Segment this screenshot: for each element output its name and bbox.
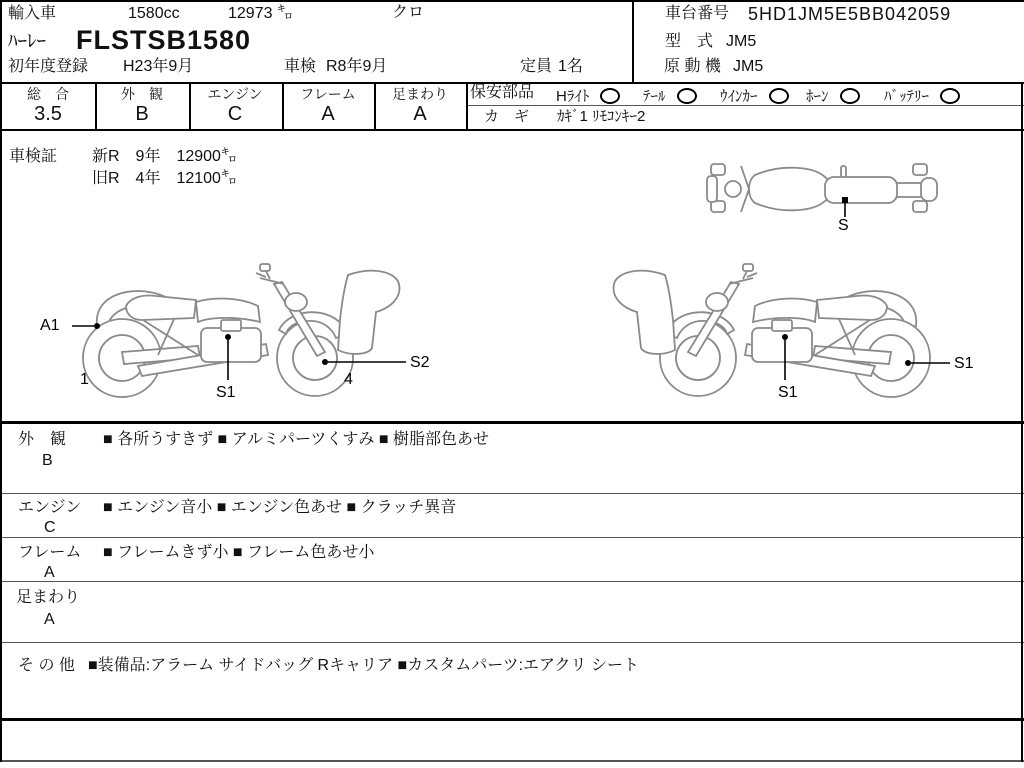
model-name: FLSTSB1580 [76,25,252,55]
condition-notes: ■装備品:アラーム サイドバッグ Rキャリア ■カスタムパーツ:エアクリ シート [88,657,639,674]
condition-grade: B [42,452,53,469]
first-registration-label: 初年度登録 [8,58,89,75]
pointer-dot [842,197,848,203]
motor-label: 原 動 機 [664,58,721,75]
top-border [0,0,1024,2]
displacement-value: 1580cc [128,5,180,22]
status-circle-icon [769,88,789,104]
grade-col-line-1 [95,82,97,131]
grade-cell-frame-label: フレーム [300,86,356,102]
condition-label: 外 観 [18,431,67,448]
damage-label-1: 1 [80,371,89,388]
rear-frame-lines [897,183,921,197]
condition-grade: A [44,564,55,581]
key-label: カ ギ [484,108,530,125]
pointer-dot [322,359,328,365]
shaken-cert-old-line: 旧R 4年 12100㌔ [92,170,237,187]
condition-label: そ の 他 [18,657,75,674]
condition-grade: A [44,611,55,628]
import-type-label: 輸入車 [8,5,57,22]
footer-empty-row [0,721,1024,761]
grade-cell-exterior-value: B [135,103,149,125]
safety-item-tail [643,85,697,106]
chassis-number-label: 車台番号 [665,5,730,22]
safety-item-battery [884,85,960,106]
capacity-label: 定員 [520,58,553,75]
status-circle-icon [677,88,697,104]
safety-item-winker [720,85,789,106]
grade-cell-undercarriage-value: A [413,103,427,125]
shaken-label: 車検 [284,58,317,75]
condition-grade: C [44,519,56,536]
damage-label-s1-right-wheel: S1 [954,355,974,372]
condition-notes: ■ 各所うすきず ■ アルミパーツくすみ ■ 樹脂部色あせ [103,431,489,448]
model-code-label: 型 式 [665,33,714,50]
safety-item-label: ﾊﾞｯﾃﾘｰ [884,88,930,105]
condition-row-divider [0,537,1024,538]
motor-value: JM5 [733,58,764,75]
key-value: ｶｷﾞ1 ﾘﾓｺﾝｷｰ2 [557,108,646,125]
grade-cell-exterior-label: 外 観 [121,86,163,102]
status-circle-icon [840,88,860,104]
mileage-value: 12973 ㌔ [228,5,293,22]
grade-col-line-2 [189,82,191,131]
color-value: クロ [392,4,425,21]
condition-label: フレーム [18,544,82,561]
bottom-border [0,760,1024,762]
damage-label-s2: S2 [410,354,430,371]
safety-item-label: Hﾗｲﾄ [556,88,590,105]
grade-cell-frame-value: A [321,103,335,125]
left-border [0,0,2,762]
capacity-value: 1名 [558,58,583,75]
safety-item-label: ﾃｰﾙ [643,88,666,105]
damage-label-s: S [838,217,849,234]
first-registration-value: H23年9月 [123,58,194,75]
shaken-cert-new-line: 新R 9年 12900㌔ [92,148,237,165]
condition-row-divider [0,581,1024,582]
motorcycle-right-side-diagram [600,260,1000,405]
damage-label-a1: A1 [40,317,60,334]
tank-top [749,168,831,211]
maker-name: ﾊｰﾚｰ [8,31,47,52]
rear-fender-top [921,178,937,201]
grade-table-bottom-line [0,129,1024,131]
right-border [1021,82,1023,762]
grade-cell-overall-value: 3.5 [34,103,62,125]
mirror-shape [711,164,725,175]
damage-label-s1-left: S1 [216,384,236,401]
pointer-dot [225,334,231,340]
grade-cell-overall-label: 総 合 [27,86,69,102]
grade-col-line-3 [282,82,284,131]
front-wheel-top [707,176,717,202]
safety-parts-label: 保安部品 [470,84,535,101]
condition-label: エンジン [18,499,82,516]
condition-row-divider [0,493,1024,494]
condition-notes: ■ フレームきず小 ■ フレーム色あせ小 [103,544,375,561]
shaken-value: R8年9月 [326,58,388,75]
shaken-cert-label: 車検証 [9,148,58,165]
rear-flap [913,164,927,175]
pointer-dot [782,334,788,340]
rear-flap [913,201,927,212]
grade-cell-engine-value: C [227,103,243,125]
safety-item-label: ﾎｰﾝ [806,88,829,105]
chassis-number-value: 5HD1JM5E5BB042059 [748,4,952,24]
safety-item-headlight [556,85,620,106]
model-code-value: JM5 [726,33,757,50]
condition-row-divider [0,642,1024,643]
grade-col-line-5 [466,82,468,131]
condition-table-top-line [0,421,1024,424]
seat-post [841,166,846,177]
handlebar-top [741,166,749,212]
safety-item-horn [806,85,860,106]
motorcycle-top-view-diagram [703,157,943,219]
damage-label-s1-right-engine: S1 [778,384,798,401]
status-circle-icon [600,88,620,104]
damage-label-4: 4 [344,371,353,388]
grade-col-line-4 [374,82,376,131]
pointer-dot [94,323,100,329]
condition-label: 足まわり [16,589,81,606]
header-divider [632,0,634,82]
motorcycle-left-side-diagram [38,260,448,405]
grade-cell-undercarriage-label: 足まわり [392,86,448,102]
pointer-dot [905,360,911,366]
condition-notes: ■ エンジン音小 ■ エンジン色あせ ■ クラッチ異音 [103,499,457,516]
headlight-top [725,181,741,197]
seat-top [825,177,897,203]
safety-item-label: ｳｲﾝｶｰ [720,88,758,105]
status-circle-icon [940,88,960,104]
grade-cell-engine-label: エンジン [207,86,263,102]
